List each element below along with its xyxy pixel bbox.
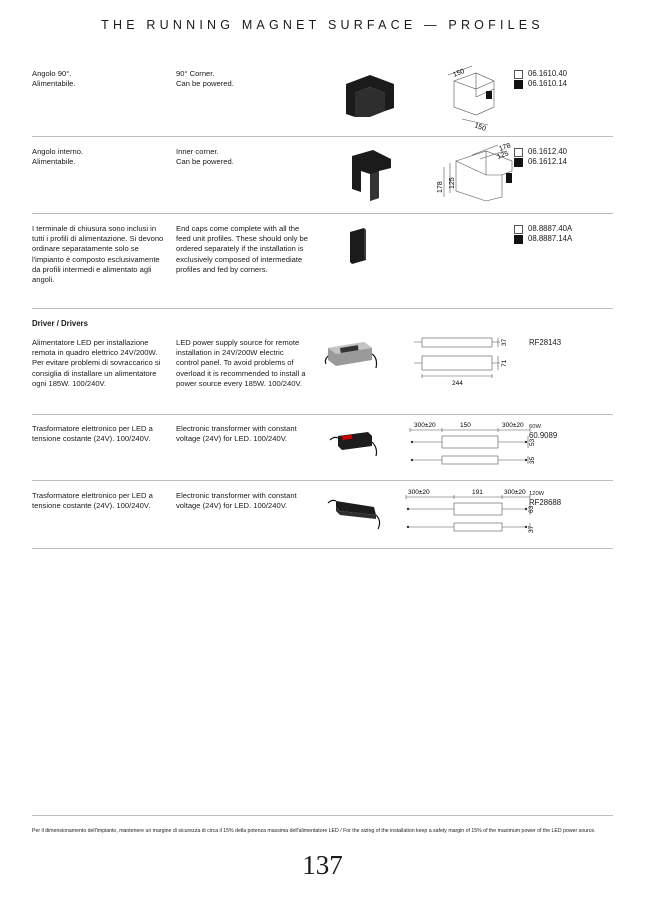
product-code: 06.1610.40 [528, 69, 568, 78]
product-row-corner-90 [32, 67, 613, 133]
power-supply-photo [324, 338, 382, 378]
dim-body: 191 [472, 489, 483, 496]
product-code: RF28688 [529, 498, 562, 507]
description-en: Inner corner. Can be powered. [176, 147, 234, 167]
inner-corner-photo [340, 147, 400, 207]
description-en: 90° Corner. Can be powered. [176, 69, 234, 89]
code-list [529, 491, 629, 508]
footer-divider [32, 815, 613, 816]
product-code: 06.1612.14 [528, 157, 568, 167]
inner-corner-drawing [424, 143, 524, 205]
dim-height-1: 63 [528, 505, 535, 513]
row-divider [32, 548, 613, 549]
row-divider [32, 480, 613, 481]
dim-height-1: 37 [501, 338, 508, 346]
end-cap-photo [344, 226, 374, 266]
dim-height-2: 37 [528, 525, 535, 533]
wattage-label: 60W [529, 424, 541, 430]
transformer-120w-photo [326, 493, 386, 533]
code-list [514, 147, 614, 167]
driver-row-rf28143 [32, 338, 613, 400]
dim-125-top: 125 [496, 150, 510, 161]
page-number: 137 [302, 850, 343, 880]
driver-row-rf28688 [32, 491, 613, 543]
code-line [514, 79, 614, 89]
wattage-label: 120W [529, 491, 545, 497]
product-row-end-caps [32, 224, 613, 294]
dim-178-top: 178 [498, 142, 512, 153]
black-swatch-icon [514, 235, 523, 244]
dim-length: 244 [452, 380, 463, 387]
dim-cable-left: 300±20 [408, 489, 430, 496]
code-line [514, 69, 614, 79]
description-it: Trasformatore elettronico per LED a tensione costante (24V). 100/240V. [32, 491, 153, 511]
code-line [514, 157, 614, 167]
black-swatch-icon [514, 80, 523, 89]
dim-height-2: 71 [501, 359, 508, 367]
dim-cable-right: 300±20 [504, 489, 526, 496]
product-code: RF28143 [529, 338, 562, 347]
driver-row-60-9089 [32, 424, 613, 474]
code-line [514, 224, 614, 234]
description-en: End caps come complete with all the feed unit profiles. These should only be ordered separately if the installation is exclusively composed of intermediate profiles and fed by corners. [176, 224, 308, 274]
code-line [514, 234, 614, 244]
page-title: THE RUNNING MAGNET SURFACE — PROFILES [101, 18, 544, 32]
white-swatch-icon [514, 70, 523, 79]
dim-125-side: 125 [449, 177, 456, 189]
description-it: I terminale di chiusura sono inclusi in tutti i profili di alimentazione. Si devono ordinare separatamente solo se l'impianto è composto esclusivamente da profili intermedi e alimentato agli angoli. [32, 224, 164, 285]
description-it: Angolo 90°. Alimentabile. [32, 69, 76, 89]
transformer-120w-drawing [398, 489, 534, 541]
row-divider [32, 213, 613, 214]
product-code: 08.8887.40A [528, 224, 573, 233]
corner-90-photo [340, 69, 400, 129]
dim-178-side: 178 [437, 181, 444, 193]
dim-top: 150 [452, 67, 466, 79]
product-code: 08.8887.14A [528, 234, 573, 244]
dim-cable-right: 300±20 [502, 422, 524, 429]
transformer-60w-photo [328, 426, 384, 462]
white-swatch-icon [514, 148, 523, 157]
product-row-inner-corner [32, 142, 613, 207]
description-it: Alimentatore LED per installazione remota in quadro elettrico 24V/200W. Per evitare problemi di sovraccarico si consiglia di installare un alimentatore ogni 185W. 100/240V. [32, 338, 161, 388]
description-en: Electronic transformer with constant voltage (24V) for LED. 100/240V. [176, 424, 297, 444]
description-it: Trasformatore elettronico per LED a tensione costante (24V). 100/240V. [32, 424, 153, 444]
row-divider [32, 414, 613, 415]
product-code: 06.1610.14 [528, 79, 568, 89]
corner-90-drawing [432, 67, 522, 133]
product-code: 60.9089 [529, 431, 558, 440]
white-swatch-icon [514, 225, 523, 234]
black-swatch-icon [514, 158, 523, 167]
section-title-drivers: Driver / Drivers [32, 319, 88, 328]
code-line [514, 147, 614, 157]
code-list [529, 424, 629, 441]
code-list [529, 338, 629, 348]
dim-height-2: 35 [529, 456, 536, 464]
product-code: 06.1612.40 [528, 147, 568, 156]
code-list [514, 224, 614, 244]
description-en: Electronic transformer with constant voltage (24V) for LED. 100/240V. [176, 491, 297, 511]
dim-bottom: 150 [473, 122, 487, 133]
description-en: LED power supply source for remote installation in 24V/200W electric control panel. To avoid problems of overload it is recommended to install a power source every 185W. 100/240V. [176, 338, 306, 388]
dim-body: 150 [460, 422, 471, 429]
code-list [514, 69, 614, 89]
power-supply-drawing [406, 336, 516, 388]
description-it: Angolo interno. Alimentabile. [32, 147, 84, 167]
dim-height-1: 53 [529, 438, 536, 446]
dim-cable-left: 300±20 [414, 422, 436, 429]
row-divider [32, 136, 613, 137]
footnote: Per il dimensionamento dell'impianto, mantenere un margine di sicurezza di circa il 15% della potenza massima dell'alimentatore LED / For the sizing of the installation keep a safety margin of 15% of the maximum power of the LED power source. [32, 828, 596, 834]
row-divider [32, 308, 613, 309]
